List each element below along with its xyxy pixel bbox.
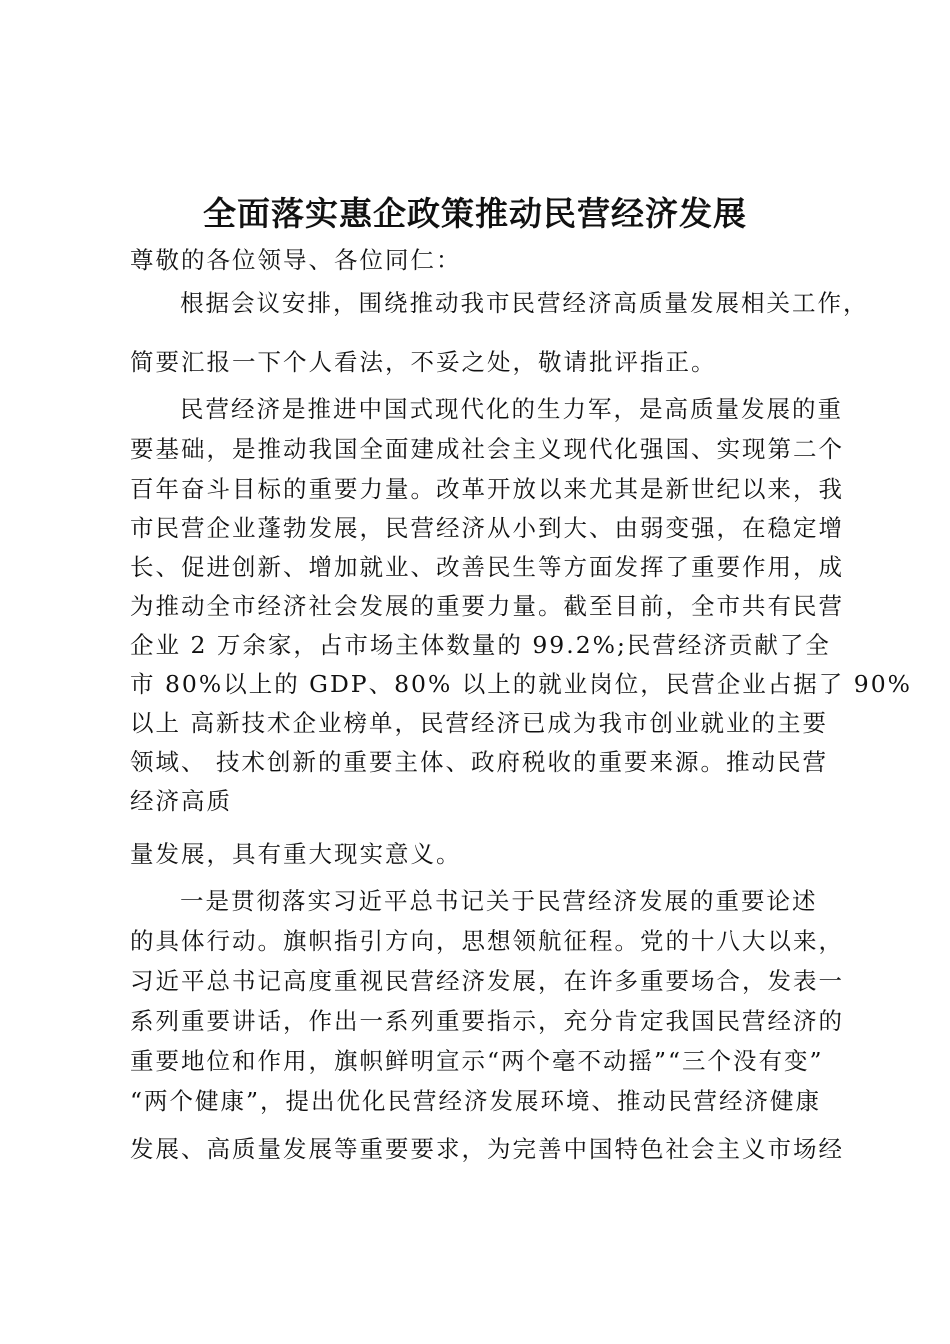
paragraph-line: 根据会议安排，围绕推动我市民营经济高质量发展相关工作，: [180, 289, 869, 317]
paragraph-line: 一是贯彻落实习近平总书记关于民营经济发展的重要论述: [180, 887, 818, 915]
paragraph-line: 领域、 技术创新的重要主体、政府税收的重要来源。推动民营: [130, 748, 828, 776]
paragraph-line: 企业 2 万余家，占市场主体数量的 99.2%;民营经济贡献了全: [130, 631, 831, 659]
paragraph-line: 重要地位和作用，旗帜鲜明宣示“两个毫不动摇”“三个没有变”: [130, 1047, 824, 1075]
paragraph-line: 量发展，具有重大现实意义。: [130, 840, 462, 868]
document-title: 全面落实惠企政策推动民营经济发展: [203, 194, 747, 233]
paragraph-line: 百年奋斗目标的重要力量。改革开放以来尤其是新世纪以来，我: [130, 475, 844, 503]
paragraph-line: 经济高质: [130, 787, 232, 815]
paragraph-line: 要基础，是推动我国全面建成社会主义现代化强国、实现第二个: [130, 435, 844, 463]
paragraph-line: 发展、高质量发展等重要要求，为完善中国特色社会主义市场经: [130, 1135, 844, 1163]
paragraph-line: 长、促进创新、增加就业、改善民生等方面发挥了重要作用，成: [130, 553, 844, 581]
salutation: 尊敬的各位领导、各位同仁：: [130, 246, 462, 274]
paragraph-line: 民营经济是推进中国式现代化的生力军，是高质量发展的重: [180, 395, 843, 423]
paragraph-line: 市民营企业蓬勃发展，民营经济从小到大、由弱变强，在稳定增: [130, 514, 844, 542]
paragraph-line: 市 80%以上的 GDP、80% 以上的就业岗位，民营企业占据了 90%: [130, 670, 913, 698]
paragraph-line: 以上 高新技术企业榜单，民营经济已成为我市创业就业的主要: [130, 709, 828, 737]
paragraph-line: 系列重要讲话，作出一系列重要指示，充分肯定我国民营经济的: [130, 1007, 844, 1035]
paragraph-line: 习近平总书记高度重视民营经济发展，在许多重要场合，发表一: [130, 967, 844, 995]
paragraph-line: “两个健康”，提出优化民营经济发展环境、推动民营经济健康: [130, 1087, 822, 1115]
paragraph-line: 的具体行动。旗帜指引方向，思想领航征程。党的十八大以来，: [130, 927, 844, 955]
paragraph-line: 为推动全市经济社会发展的重要力量。截至目前，全市共有民营: [130, 592, 844, 620]
paragraph-line: 简要汇报一下个人看法，不妥之处，敬请批评指正。: [130, 348, 717, 376]
